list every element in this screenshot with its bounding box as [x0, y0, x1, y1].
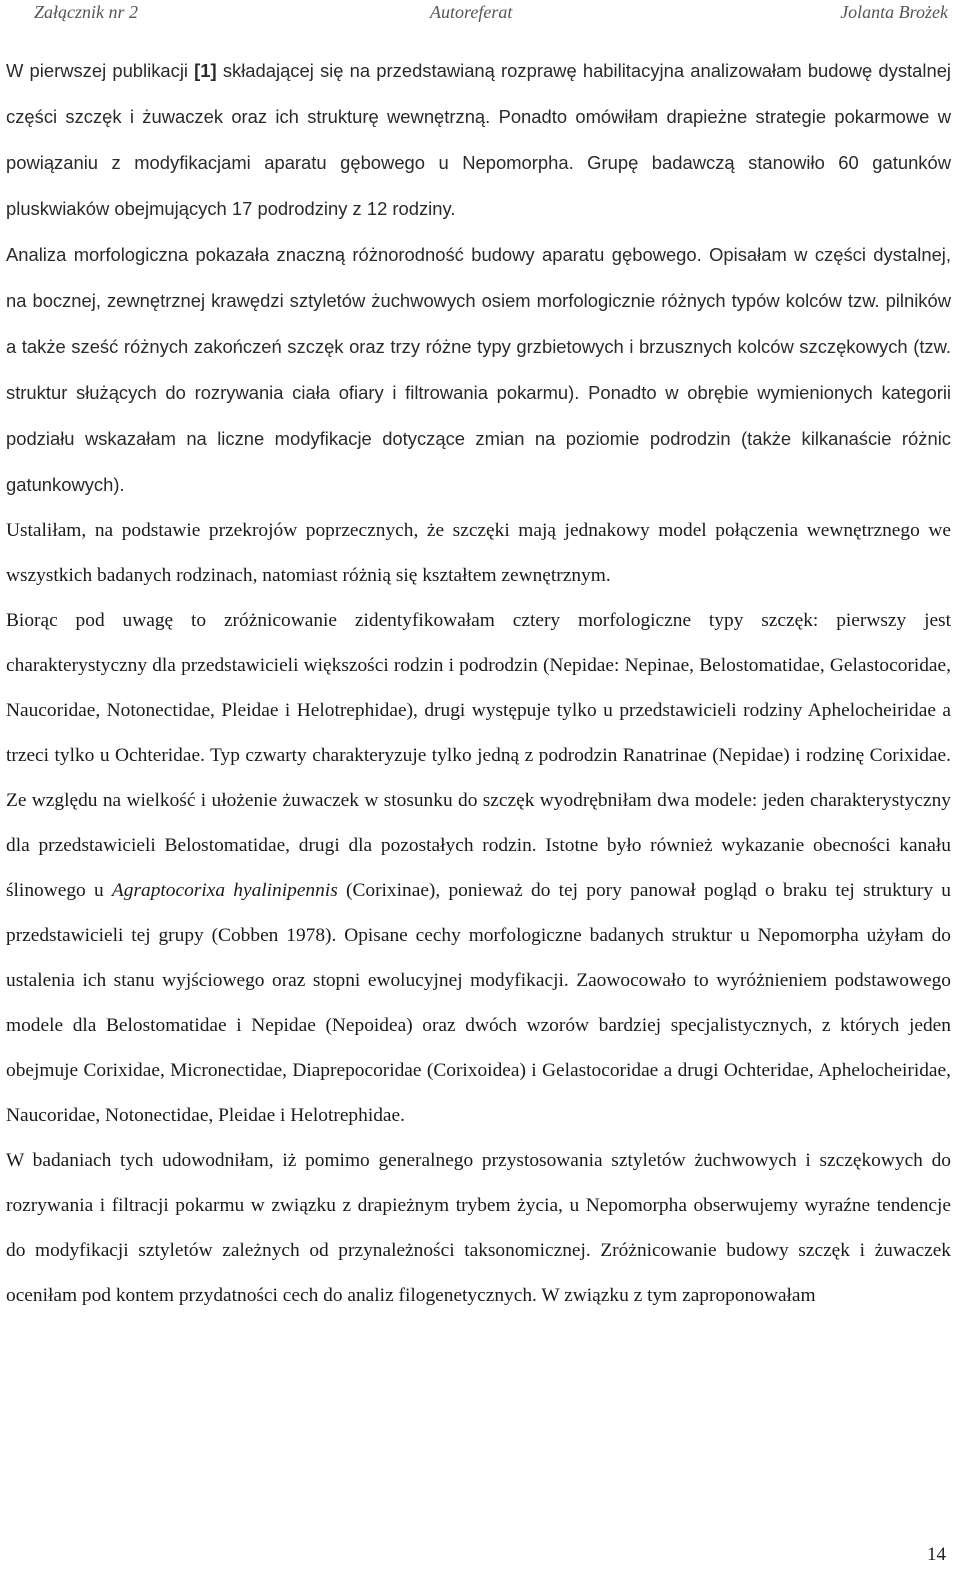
paragraph-4-start: Biorąc pod uwagę to zróżnicowanie zidentyfikowałam cztery morfologiczne typy szczęk: pierwszy jest charakterystyczny dla przedstawicieli większości rodzin i podrodzin (Nepidae: Nepinae, Belostomatidae, Gelastocoridae, Naucoridae, Notonectidae, Pleidae i Helotrephidae), drugi występuje tylko u przedstawicieli rodziny Aphelocheiridae a trzeci tylko u Ochteridae. Typ czwarty charakteryzuje tylko jedną z podrodzin Ranatrinae (Nepidae) i rodzinę Corixidae. Ze względu na wielkość i ułożenie żuwaczek w stosunku do szczęk wyodrębniłam dwa modele: jeden charakterystyczny dla przedstawicieli Belostomatidae, drugi dla pozostałych rodzin. Istotne było również wykazanie obecności kanału ślinowego u: [6, 610, 951, 901]
paragraph-5: W badaniach tych udowodniłam, iż pomimo generalnego przystosowania sztyletów żuchwowych i szczękowych do rozrywania i filtracji pokarmu w związku z drapieżnym trybem życia, u Nepomorpha obserwujemy wyraźne tendencje do modyfikacji sztyletów zależnych od przynależności taksonomicznej. Zróżnicowanie budowy szczęk i żuwaczek oceniłam pod kontem przydatności cech do analiz filogenetycznych. W związku z tym zaproponowałam: [6, 1150, 951, 1306]
header-author: Jolanta Brożek: [840, 2, 948, 22]
header-document-type: Autoreferat: [430, 2, 513, 22]
paragraph-3: Ustaliłam, na podstawie przekrojów poprzecznych, że szczęki mają jednakowy model połączenia wewnętrznego we wszystkich badanych rodzinach, natomiast różnią się kształtem zewnętrznym.: [6, 520, 951, 586]
page-header: [0, 0, 960, 30]
paragraph-2: Analiza morfologiczna pokazała znaczną różnorodność budowy aparatu gębowego. Opisałam w części dystalnej, na bocznej, zewnętrznej krawędzi sztyletów żuchwowych osiem morfologicznie różnych typów kolców tzw. pilników a także sześć różnych zakończeń szczęk oraz trzy różne typy grzbietowych i brzusznych kolców szczękowych (tzw. struktur służących do rozrywania ciała ofiary i filtrowania pokarmu). Ponadto w obrębie wymienionych kategorii podziału wskazałam na liczne modyfikacje dotyczące zmian na poziomie podrodzin (także kilkanaście różnic gatunkowych).: [6, 244, 951, 495]
paragraph-1-rest: składającej się na przedstawianą rozprawę habilitacyjna analizowałam budowę dystalnej części szczęk i żuwaczek oraz ich strukturę wewnętrzną. Ponadto omówiłam drapieżne strategie pokarmowe w powiązaniu z modyfikacjami aparatu gębowego u Nepomorpha. Grupę badawczą stanowiło 60 gatunków pluskwiaków obejmujących 17 podrodziny z 12 rodziny.: [6, 60, 952, 219]
paragraph-4-rest: (Corixinae), ponieważ do tej pory panował pogląd o braku tej struktury u przedstawicieli tej grupy (Cobben 1978). Opisane cechy morfologiczne badanych struktur u Nepomorpha użyłam do ustalenia ich stanu wyjściowego oraz stopni ewolucyjnej modyfikacji. Zaowocowało to wyróżnieniem podstawowego modele dla Belostomatidae i Nepidae (Nepoidea) oraz dwóch wzorów bardziej specjalistycznych, z których jeden obejmuje Corixidae, Micronectidae, Diaprepocoridae (Corixoidea) i Gelastocoridae a drugi Ochteridae, Aphelocheiridae, Naucoridae, Notonectidae, Pleidae i Helotrephidae.: [6, 880, 951, 1126]
header-attachment-label: Załącznik nr 2: [34, 2, 139, 22]
paragraph-4: [6, 598, 951, 1138]
reference-1: [1]: [194, 60, 217, 81]
document-body: [6, 48, 951, 1318]
page-number: 14: [927, 1544, 946, 1565]
species-name: Agraptocorixa hyalinipennis: [111, 880, 338, 901]
paragraph-1-start: W pierwszej publikacji: [6, 60, 195, 81]
paragraph-1: [6, 48, 951, 232]
